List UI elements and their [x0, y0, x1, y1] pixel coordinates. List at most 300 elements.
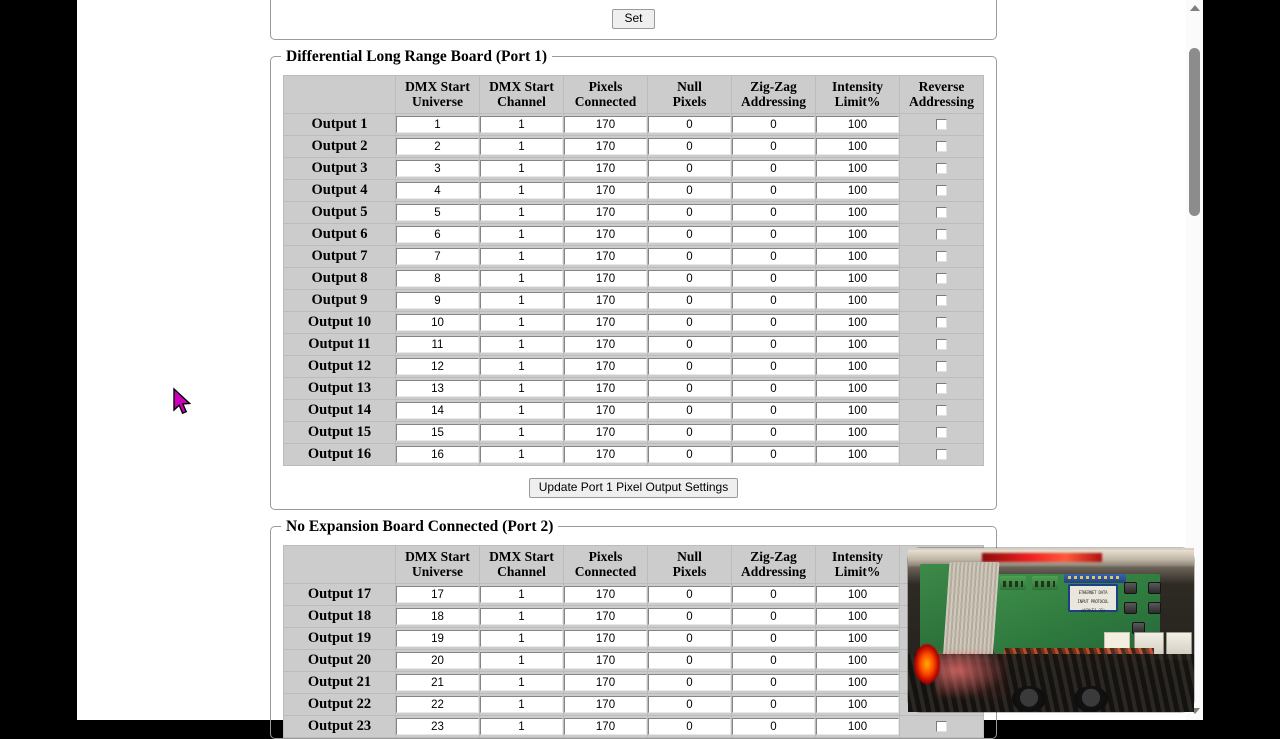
input-dmx-start-universe[interactable] [396, 446, 479, 463]
input-zig-zag-addressing[interactable] [732, 182, 815, 199]
cell-intensity-limit [816, 312, 900, 334]
input-zig-zag-addressing[interactable] [732, 380, 815, 397]
input-null-pixels[interactable] [648, 424, 731, 441]
input-dmx-start-universe[interactable] [396, 608, 479, 625]
input-dmx-start-channel[interactable] [480, 226, 563, 243]
cell-reverse-addressing [900, 378, 984, 400]
row-output-label: Output 1 [284, 114, 396, 136]
input-pixels-connected[interactable] [564, 336, 647, 353]
cell-pixels-connected [564, 584, 648, 606]
input-zig-zag-addressing[interactable] [732, 674, 815, 691]
header-line-2: Universe [412, 564, 463, 580]
reverse-addressing-checkbox[interactable] [936, 449, 947, 460]
table-row [284, 606, 984, 628]
input-zig-zag-addressing[interactable] [732, 586, 815, 603]
input-zig-zag-addressing[interactable] [732, 402, 815, 419]
input-null-pixels[interactable] [648, 630, 731, 647]
input-null-pixels[interactable] [648, 608, 731, 625]
input-dmx-start-channel[interactable] [480, 358, 563, 375]
input-intensity-limit[interactable] [816, 696, 899, 713]
cell-dmx-start-universe [396, 422, 480, 444]
input-zig-zag-addressing[interactable] [732, 696, 815, 713]
input-null-pixels[interactable] [648, 160, 731, 177]
input-dmx-start-universe[interactable] [396, 292, 479, 309]
input-pixels-connected[interactable] [564, 696, 647, 713]
input-dmx-start-channel[interactable] [480, 608, 563, 625]
reverse-addressing-checkbox[interactable] [936, 207, 947, 218]
input-null-pixels[interactable] [648, 674, 731, 691]
input-pixels-connected[interactable] [564, 674, 647, 691]
cell-pixels-connected [564, 224, 648, 246]
input-zig-zag-addressing[interactable] [732, 608, 815, 625]
reverse-addressing-checkbox[interactable] [936, 361, 947, 372]
cell-intensity-limit [816, 584, 900, 606]
input-intensity-limit[interactable] [816, 138, 899, 155]
cell-intensity-limit [816, 628, 900, 650]
input-dmx-start-channel[interactable] [480, 160, 563, 177]
table-row [284, 356, 984, 378]
cell-intensity-limit [816, 268, 900, 290]
reverse-addressing-checkbox[interactable] [936, 163, 947, 174]
header-line-2: Connected [574, 564, 637, 580]
input-intensity-limit[interactable] [816, 248, 899, 265]
cell-pixels-connected [564, 650, 648, 672]
input-pixels-connected[interactable] [564, 424, 647, 441]
header-line-1: Zig-Zag [750, 549, 797, 565]
input-intensity-limit[interactable] [816, 358, 899, 375]
input-null-pixels[interactable] [648, 116, 731, 133]
cell-dmx-start-channel [480, 422, 564, 444]
cell-pixels-connected [564, 136, 648, 158]
cell-null-pixels [648, 650, 732, 672]
input-zig-zag-addressing[interactable] [732, 358, 815, 375]
webcam-cable-reel-2 [1074, 686, 1108, 712]
header-cell-reverse-addressing [900, 76, 984, 114]
input-zig-zag-addressing[interactable] [732, 336, 815, 353]
cell-reverse-addressing [900, 400, 984, 422]
cell-zig-zag-addressing [732, 694, 816, 716]
table-row [284, 444, 984, 466]
input-dmx-start-universe[interactable] [396, 270, 479, 287]
input-zig-zag-addressing[interactable] [732, 248, 815, 265]
input-intensity-limit[interactable] [816, 380, 899, 397]
cell-dmx-start-universe [396, 672, 480, 694]
input-dmx-start-channel[interactable] [480, 630, 563, 647]
input-intensity-limit[interactable] [816, 652, 899, 669]
cell-dmx-start-universe [396, 158, 480, 180]
cell-zig-zag-addressing [732, 400, 816, 422]
webcam-oled-header-strip [1064, 574, 1126, 583]
input-dmx-start-channel[interactable] [480, 446, 563, 463]
input-intensity-limit[interactable] [816, 336, 899, 353]
cell-dmx-start-channel [480, 136, 564, 158]
header-cell-dmx-start-channel [480, 76, 564, 114]
input-dmx-start-channel[interactable] [480, 116, 563, 133]
input-dmx-start-universe[interactable] [396, 358, 479, 375]
input-intensity-limit[interactable] [816, 446, 899, 463]
input-null-pixels[interactable] [648, 402, 731, 419]
input-dmx-start-universe[interactable] [396, 116, 479, 133]
cell-null-pixels [648, 334, 732, 356]
cell-reverse-addressing [900, 290, 984, 312]
panel-spacer-1 [270, 40, 997, 48]
header-line-1: DMX Start [405, 79, 470, 95]
table-row [284, 136, 984, 158]
input-pixels-connected[interactable] [564, 248, 647, 265]
input-dmx-start-universe[interactable] [396, 204, 479, 221]
input-pixels-connected[interactable] [564, 314, 647, 331]
cell-null-pixels [648, 606, 732, 628]
reverse-addressing-checkbox[interactable] [936, 273, 947, 284]
cell-zig-zag-addressing [732, 628, 816, 650]
input-intensity-limit[interactable] [816, 182, 899, 199]
input-zig-zag-addressing[interactable] [732, 116, 815, 133]
cell-dmx-start-universe [396, 224, 480, 246]
input-intensity-limit[interactable] [816, 608, 899, 625]
input-dmx-start-channel[interactable] [480, 138, 563, 155]
input-dmx-start-universe[interactable] [396, 380, 479, 397]
input-dmx-start-channel[interactable] [480, 402, 563, 419]
header-line-2: Addressing [740, 564, 807, 580]
input-dmx-start-channel[interactable] [480, 652, 563, 669]
scrollbar-thumb[interactable] [1189, 48, 1200, 216]
cell-zig-zag-addressing [732, 422, 816, 444]
input-zig-zag-addressing[interactable] [732, 270, 815, 287]
port2-table-body [284, 584, 984, 738]
cell-dmx-start-universe [396, 246, 480, 268]
reverse-addressing-checkbox[interactable] [936, 251, 947, 262]
row-output-label: Output 20 [284, 650, 396, 672]
input-null-pixels[interactable] [648, 358, 731, 375]
update-port1-settings-button[interactable]: Update Port 1 Pixel Output Settings [529, 478, 738, 498]
cell-pixels-connected [564, 356, 648, 378]
reverse-addressing-checkbox[interactable] [936, 317, 947, 328]
table-row [284, 584, 984, 606]
cell-dmx-start-channel [480, 180, 564, 202]
input-dmx-start-channel[interactable] [480, 380, 563, 397]
input-dmx-start-universe[interactable] [396, 138, 479, 155]
input-null-pixels[interactable] [648, 380, 731, 397]
input-pixels-connected[interactable] [564, 292, 647, 309]
input-intensity-limit[interactable] [816, 674, 899, 691]
input-dmx-start-universe[interactable] [396, 718, 479, 735]
row-output-label: Output 12 [284, 356, 396, 378]
header-line-2: Connected [574, 94, 637, 110]
input-null-pixels[interactable] [648, 718, 731, 735]
reverse-addressing-checkbox[interactable] [936, 427, 947, 438]
cell-dmx-start-channel [480, 672, 564, 694]
cell-reverse-addressing [900, 716, 984, 738]
input-intensity-limit[interactable] [816, 402, 899, 419]
cell-intensity-limit [816, 114, 900, 136]
port2-table-header [284, 546, 984, 584]
input-dmx-start-universe[interactable] [396, 226, 479, 243]
input-intensity-limit[interactable] [816, 424, 899, 441]
reverse-addressing-checkbox[interactable] [936, 339, 947, 350]
input-pixels-connected[interactable] [564, 446, 647, 463]
webcam-red-light-strip [982, 553, 1102, 562]
table-row [284, 312, 984, 334]
input-null-pixels[interactable] [648, 446, 731, 463]
header-line-1: DMX Start [405, 549, 470, 565]
row-output-label: Output 14 [284, 400, 396, 422]
webcam-tactile-button-1 [1124, 582, 1137, 594]
reverse-addressing-checkbox[interactable] [936, 229, 947, 240]
port1-table-header [284, 76, 984, 114]
row-output-label: Output 9 [284, 290, 396, 312]
input-null-pixels[interactable] [648, 182, 731, 199]
cell-pixels-connected [564, 716, 648, 738]
webcam-tactile-button-4 [1148, 602, 1161, 614]
input-zig-zag-addressing[interactable] [732, 424, 815, 441]
header-line-1: DMX Start [489, 549, 554, 565]
input-zig-zag-addressing[interactable] [732, 226, 815, 243]
input-null-pixels[interactable] [648, 248, 731, 265]
input-dmx-start-channel[interactable] [480, 586, 563, 603]
cell-zig-zag-addressing [732, 356, 816, 378]
port1-outputs-table [283, 75, 984, 466]
input-dmx-start-channel[interactable] [480, 424, 563, 441]
input-zig-zag-addressing[interactable] [732, 292, 815, 309]
input-null-pixels[interactable] [648, 292, 731, 309]
cell-intensity-limit [816, 290, 900, 312]
port2-outputs-table [283, 545, 984, 738]
input-pixels-connected[interactable] [564, 138, 647, 155]
cell-dmx-start-channel [480, 400, 564, 422]
input-dmx-start-universe[interactable] [396, 630, 479, 647]
cell-zig-zag-addressing [732, 158, 816, 180]
input-null-pixels[interactable] [648, 204, 731, 221]
input-dmx-start-universe[interactable] [396, 402, 479, 419]
webcam-oled-line-2: INPUT PROTOCOL [1077, 599, 1109, 604]
input-null-pixels[interactable] [648, 652, 731, 669]
input-zig-zag-addressing[interactable] [732, 718, 815, 735]
cell-dmx-start-universe [396, 202, 480, 224]
header-line-1: DMX Start [489, 79, 554, 95]
port1-table-wrap [271, 65, 996, 466]
cell-pixels-connected [564, 290, 648, 312]
port2-board-panel [270, 518, 997, 739]
input-dmx-start-universe[interactable] [396, 160, 479, 177]
cell-zig-zag-addressing [732, 180, 816, 202]
cell-intensity-limit [816, 136, 900, 158]
input-intensity-limit[interactable] [816, 718, 899, 735]
cell-null-pixels [648, 378, 732, 400]
input-dmx-start-channel[interactable] [480, 292, 563, 309]
input-intensity-limit[interactable] [816, 160, 899, 177]
cell-intensity-limit [816, 356, 900, 378]
cell-dmx-start-universe [396, 650, 480, 672]
header-line-2: Channel [497, 564, 546, 580]
header-cell-dmx-start-universe [396, 546, 480, 584]
cell-dmx-start-channel [480, 290, 564, 312]
set-button[interactable]: Set [612, 9, 654, 29]
input-null-pixels[interactable] [648, 138, 731, 155]
row-output-label: Output 15 [284, 422, 396, 444]
input-pixels-connected[interactable] [564, 402, 647, 419]
row-output-label: Output 8 [284, 268, 396, 290]
cell-intensity-limit [816, 334, 900, 356]
input-dmx-start-channel[interactable] [480, 314, 563, 331]
cell-pixels-connected [564, 672, 648, 694]
reverse-addressing-checkbox[interactable] [936, 383, 947, 394]
cell-intensity-limit [816, 246, 900, 268]
input-dmx-start-channel[interactable] [480, 204, 563, 221]
cell-null-pixels [648, 136, 732, 158]
header-cell-intensity-limit [816, 546, 900, 584]
cell-dmx-start-channel [480, 268, 564, 290]
cell-pixels-connected [564, 180, 648, 202]
input-dmx-start-universe[interactable] [396, 182, 479, 199]
cell-zig-zag-addressing [732, 650, 816, 672]
input-intensity-limit[interactable] [816, 116, 899, 133]
cell-dmx-start-channel [480, 202, 564, 224]
input-pixels-connected[interactable] [564, 270, 647, 287]
input-dmx-start-universe[interactable] [396, 248, 479, 265]
webcam-red-led-glow [914, 644, 940, 684]
input-null-pixels[interactable] [648, 336, 731, 353]
input-dmx-start-channel[interactable] [480, 718, 563, 735]
cell-dmx-start-channel [480, 606, 564, 628]
row-output-label: Output 3 [284, 158, 396, 180]
input-dmx-start-channel[interactable] [480, 674, 563, 691]
cell-dmx-start-universe [396, 606, 480, 628]
cell-zig-zag-addressing [732, 290, 816, 312]
input-zig-zag-addressing[interactable] [732, 138, 815, 155]
input-dmx-start-universe[interactable] [396, 424, 479, 441]
webcam-oled-line-3: sACN(E1.31) [1080, 608, 1106, 613]
input-zig-zag-addressing[interactable] [732, 630, 815, 647]
cell-dmx-start-channel [480, 246, 564, 268]
cell-reverse-addressing [900, 202, 984, 224]
input-intensity-limit[interactable] [816, 314, 899, 331]
cell-reverse-addressing [900, 334, 984, 356]
header-line-2: Limit% [834, 94, 881, 110]
reverse-addressing-checkbox[interactable] [936, 295, 947, 306]
cell-dmx-start-channel [480, 444, 564, 466]
input-dmx-start-universe[interactable] [396, 696, 479, 713]
input-dmx-start-channel[interactable] [480, 248, 563, 265]
input-zig-zag-addressing[interactable] [732, 160, 815, 177]
input-pixels-connected[interactable] [564, 608, 647, 625]
input-dmx-start-universe[interactable] [396, 674, 479, 691]
port2-board-legend: No Expansion Board Connected (Port 2) [286, 518, 554, 536]
cell-reverse-addressing [900, 422, 984, 444]
cell-dmx-start-universe [396, 400, 480, 422]
input-pixels-connected[interactable] [564, 358, 647, 375]
input-dmx-start-channel[interactable] [480, 270, 563, 287]
cell-zig-zag-addressing [732, 312, 816, 334]
input-dmx-start-universe[interactable] [396, 336, 479, 353]
cell-null-pixels [648, 158, 732, 180]
webcam-cable-reel-1 [1012, 686, 1046, 712]
cell-pixels-connected [564, 606, 648, 628]
input-pixels-connected[interactable] [564, 718, 647, 735]
cell-dmx-start-channel [480, 716, 564, 738]
input-null-pixels[interactable] [648, 226, 731, 243]
table-row [284, 716, 984, 738]
input-null-pixels[interactable] [648, 586, 731, 603]
cell-reverse-addressing [900, 268, 984, 290]
input-intensity-limit[interactable] [816, 270, 899, 287]
input-pixels-connected[interactable] [564, 380, 647, 397]
input-zig-zag-addressing[interactable] [732, 652, 815, 669]
cell-pixels-connected [564, 246, 648, 268]
input-pixels-connected[interactable] [564, 160, 647, 177]
cell-intensity-limit [816, 444, 900, 466]
input-zig-zag-addressing[interactable] [732, 204, 815, 221]
input-null-pixels[interactable] [648, 314, 731, 331]
input-pixels-connected[interactable] [564, 586, 647, 603]
cell-zig-zag-addressing [732, 716, 816, 738]
scroll-up-arrow-icon[interactable] [1186, 0, 1203, 17]
cell-reverse-addressing [900, 158, 984, 180]
cell-intensity-limit [816, 400, 900, 422]
reverse-addressing-checkbox[interactable] [936, 141, 947, 152]
row-output-label: Output 10 [284, 312, 396, 334]
input-pixels-connected[interactable] [564, 652, 647, 669]
input-intensity-limit[interactable] [816, 630, 899, 647]
header-cell-zig-zag-addressing [732, 76, 816, 114]
webcam-ribbon-cable [943, 562, 1000, 662]
input-dmx-start-channel[interactable] [480, 696, 563, 713]
input-dmx-start-universe[interactable] [396, 652, 479, 669]
input-intensity-limit[interactable] [816, 204, 899, 221]
input-zig-zag-addressing[interactable] [732, 314, 815, 331]
input-dmx-start-universe[interactable] [396, 314, 479, 331]
input-pixels-connected[interactable] [564, 226, 647, 243]
cell-dmx-start-universe [396, 716, 480, 738]
cell-zig-zag-addressing [732, 606, 816, 628]
input-null-pixels[interactable] [648, 270, 731, 287]
port1-table-body [284, 114, 984, 466]
reverse-addressing-checkbox[interactable] [936, 185, 947, 196]
table-row [284, 224, 984, 246]
input-dmx-start-channel[interactable] [480, 182, 563, 199]
table-row [284, 422, 984, 444]
cell-pixels-connected [564, 628, 648, 650]
cell-intensity-limit [816, 672, 900, 694]
input-intensity-limit[interactable] [816, 586, 899, 603]
cell-reverse-addressing [900, 246, 984, 268]
cell-dmx-start-channel [480, 356, 564, 378]
cell-intensity-limit [816, 224, 900, 246]
input-pixels-connected[interactable] [564, 204, 647, 221]
input-pixels-connected[interactable] [564, 182, 647, 199]
cell-dmx-start-channel [480, 158, 564, 180]
cell-reverse-addressing [900, 224, 984, 246]
reverse-addressing-checkbox[interactable] [936, 405, 947, 416]
input-dmx-start-universe[interactable] [396, 586, 479, 603]
table-row [284, 378, 984, 400]
input-pixels-connected[interactable] [564, 116, 647, 133]
input-pixels-connected[interactable] [564, 630, 647, 647]
reverse-addressing-checkbox[interactable] [936, 119, 947, 130]
input-intensity-limit[interactable] [816, 292, 899, 309]
row-output-label: Output 7 [284, 246, 396, 268]
row-output-label: Output 2 [284, 136, 396, 158]
reverse-addressing-checkbox[interactable] [936, 721, 947, 732]
input-dmx-start-channel[interactable] [480, 336, 563, 353]
cell-dmx-start-channel [480, 378, 564, 400]
input-zig-zag-addressing[interactable] [732, 446, 815, 463]
input-null-pixels[interactable] [648, 696, 731, 713]
cell-null-pixels [648, 224, 732, 246]
port2-table-wrap [271, 535, 996, 738]
cell-intensity-limit [816, 694, 900, 716]
input-intensity-limit[interactable] [816, 226, 899, 243]
webcam-overlay[interactable] [908, 548, 1194, 712]
